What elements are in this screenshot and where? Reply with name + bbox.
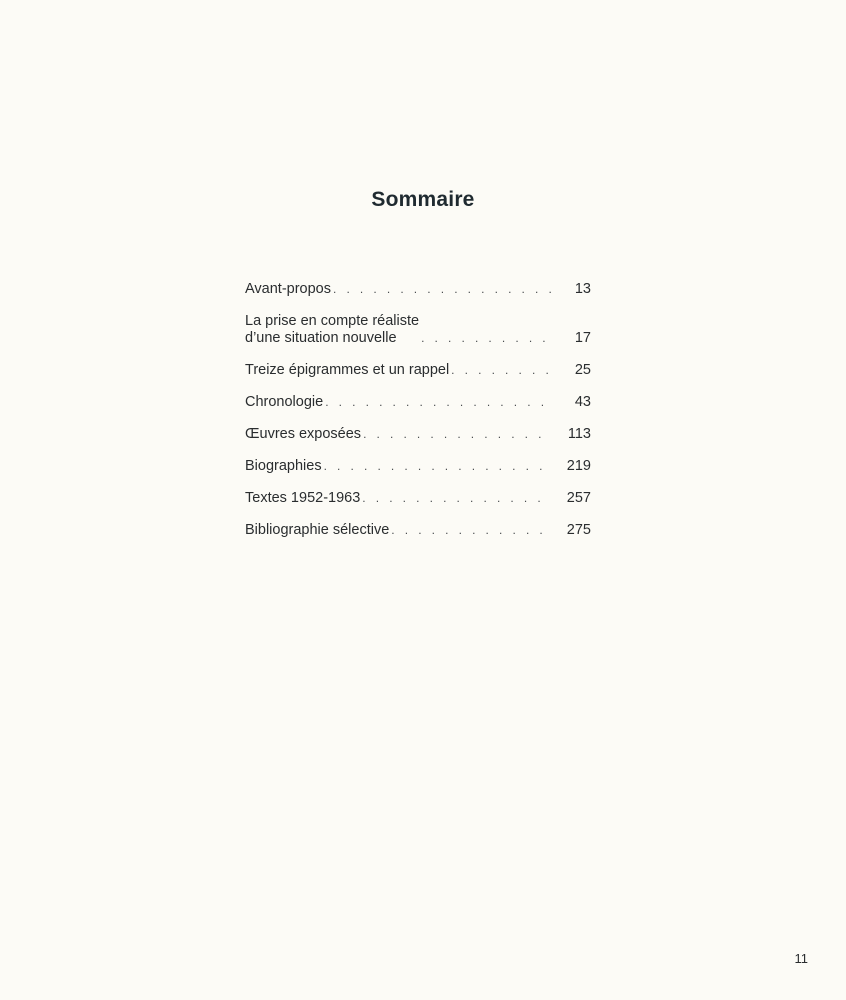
toc-entry-title [245, 458, 322, 475]
toc-entry-page: 13 [574, 281, 591, 297]
toc-entry-title-line: Avant-propos [245, 281, 331, 297]
toc-entry-title [245, 313, 419, 347]
toc-entry-page: 25 [574, 362, 591, 378]
toc-entry [245, 362, 591, 379]
dot-leader [325, 394, 551, 411]
toc-entry-title-line: Œuvres exposées [245, 426, 362, 442]
toc-entry-title-line: Textes 1952-1963 [245, 490, 361, 506]
dot-leader [362, 490, 551, 507]
page-number: 11 [794, 951, 808, 966]
toc-entry [245, 490, 591, 507]
toc-entry-page: 219 [566, 458, 591, 474]
toc-entry-title-line: Biographies [245, 458, 322, 474]
dot-leader [421, 330, 551, 347]
dot-leader [391, 522, 551, 539]
toc-entry-page: 113 [567, 426, 591, 442]
toc-entry-title [245, 522, 389, 539]
toc-entry-title-line: Chronologie [245, 394, 324, 410]
toc-entry-title-line: Treize épigrammes et un rappel [245, 362, 450, 378]
toc-entry [245, 458, 591, 475]
toc-entry-title [245, 394, 323, 411]
dot-leader [333, 281, 551, 298]
toc-entry [245, 313, 591, 347]
toc-entry-title [245, 281, 331, 298]
toc-entry-title-line: Bibliographie sélective [245, 522, 390, 538]
toc-entry-page: 43 [574, 394, 591, 410]
toc-entry [245, 426, 591, 443]
toc-entry-title [245, 362, 449, 379]
table-of-contents [245, 281, 591, 539]
toc-entry [245, 281, 591, 298]
dot-leader [324, 458, 551, 475]
toc-entry-title [245, 490, 360, 507]
toc-entry [245, 394, 591, 411]
toc-entry-page: 257 [566, 490, 591, 506]
toc-entry [245, 522, 591, 539]
toc-entry-title-line: La prise en compte réaliste [245, 313, 420, 329]
page-title: Sommaire [371, 188, 475, 211]
dot-leader [451, 362, 551, 379]
toc-entry-page: 275 [566, 522, 591, 538]
toc-entry-page: 17 [574, 330, 591, 346]
toc-entry-title [245, 426, 361, 443]
toc-entry-title-line: d’une situation nouvelle [245, 330, 397, 346]
dot-leader [363, 426, 551, 443]
